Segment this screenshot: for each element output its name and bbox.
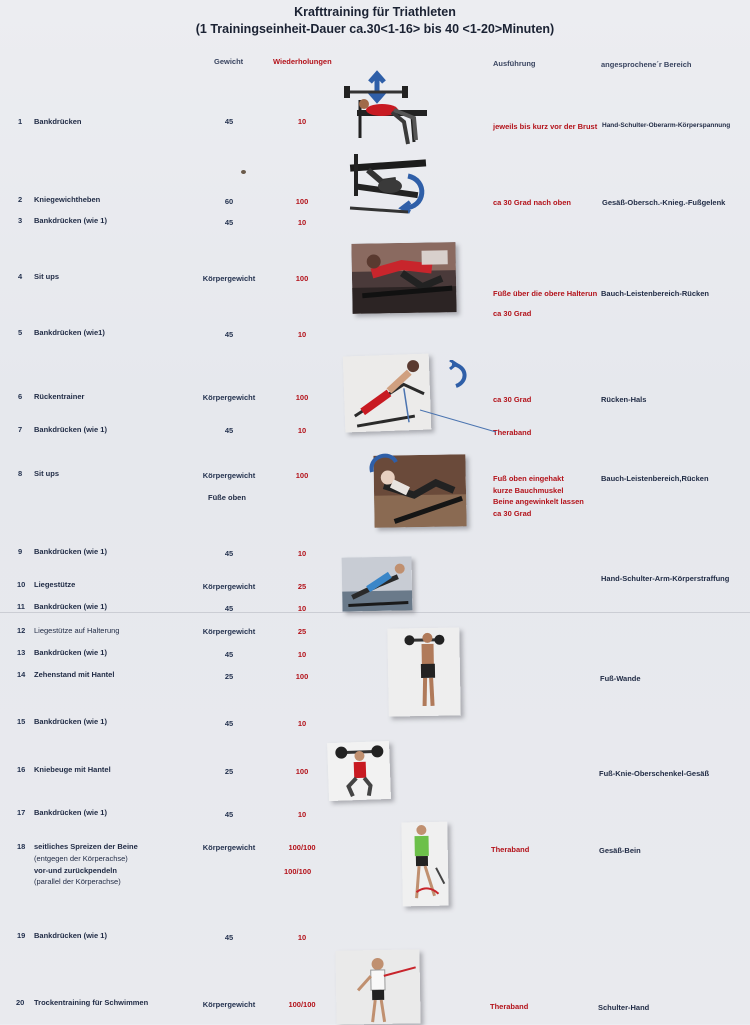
row4-execution: Füße über die obere Halterun [493, 289, 598, 298]
row-number: 18 [17, 842, 26, 851]
exercise-name: seitliches Spreizen der Beine [34, 842, 138, 851]
leg-abduction-photo [401, 822, 448, 907]
table-row [0, 670, 750, 682]
exercise-name: Bankdrücken (wie 1) [34, 717, 107, 726]
reps-cell: 10 [297, 933, 307, 942]
exercise-name: Sit ups [34, 469, 60, 478]
leg-press-figure [348, 152, 430, 214]
weight-cell: Körpergewicht [202, 627, 256, 636]
exercise-name: Bankdrücken (wie 1) [34, 648, 107, 657]
weight-cell: 45 [224, 719, 234, 728]
weight-cell: 45 [224, 933, 234, 942]
area-cell: Gesäß-Bein [599, 846, 641, 855]
weight-cell: 45 [224, 604, 234, 613]
exercise-name: Zehenstand mit Hantel [34, 670, 115, 679]
area-cell: Rücken-Hals [601, 395, 647, 404]
weight-cell: 45 [224, 330, 234, 339]
title-line-1: Krafttraining für Triathleten [294, 5, 456, 19]
exercise-name: Trockentraining für Schwimmen [34, 998, 149, 1007]
row-number: 16 [17, 765, 26, 774]
exercise-name: Bankdrücken (wie 1) [34, 216, 107, 225]
reps-cell: 100 [295, 393, 309, 402]
execution-cell: Theraband [493, 428, 532, 437]
row8-execution [493, 473, 584, 519]
reps-cell: 10 [297, 218, 307, 227]
exercise-name: Bankdrücken (wie1) [34, 328, 105, 337]
curved-arrow-icon [448, 360, 470, 390]
reps-cell: 10 [297, 117, 307, 126]
weight-cell: 60 [224, 197, 234, 206]
exercise-name: Rückentrainer [34, 392, 85, 401]
exercise-name: Kniebeuge mit Hantel [34, 765, 111, 774]
row-number: 14 [17, 670, 26, 679]
reps-cell: 100 [295, 471, 309, 480]
bench-press-figure [342, 70, 434, 154]
row18-sub-3: (parallel der Körperachse) [34, 877, 121, 886]
reps-cell: 100 [295, 197, 309, 206]
row4-area: Bauch-Leistenbereich-Rücken [601, 289, 709, 298]
weight-cell: 45 [224, 810, 234, 819]
header-execution: Ausführung [493, 59, 536, 68]
area-cell: Schulter-Hand [598, 1003, 650, 1012]
execution-cell: Theraband [491, 845, 530, 854]
row8-exec-line: Beine angewinkelt lassen [493, 497, 584, 506]
row-number: 11 [17, 602, 25, 611]
exercise-name: Bankdrücken (wie 1) [34, 602, 107, 611]
reps-cell: 10 [297, 330, 307, 339]
area-cell: Bauch-Leistenbereich,Rücken [601, 474, 709, 483]
row-number: 1 [18, 117, 23, 126]
weight-cell: 45 [224, 549, 234, 558]
row-number: 10 [17, 580, 26, 589]
circular-arrow-icon [366, 450, 400, 476]
exercise-name: Bankdrücken (wie 1) [34, 808, 107, 817]
area-cell: Fuß-Wande [600, 674, 641, 683]
row8-weight-note: Füße oben [208, 493, 246, 502]
header-area: angesprochene´r Bereich [601, 60, 692, 69]
area-cell: Hand-Schulter-Oberarm-Körperspannung [602, 122, 731, 129]
row-number: 20 [16, 998, 25, 1007]
swim-dryland-photo [335, 949, 420, 1024]
exercise-name: Kniegewichtheben [34, 195, 101, 204]
row4-execution-angle: ca 30 Grad [493, 309, 532, 318]
area-cell: Hand-Schulter-Arm-Körperstraffung [601, 574, 730, 583]
table-row [0, 842, 750, 854]
row-number: 17 [17, 808, 26, 817]
weight-cell: Körpergewicht [202, 274, 256, 283]
row8-exec-line: ca 30 Grad [493, 508, 532, 518]
exercise-name: Liegestütze auf Halterung [34, 626, 120, 635]
weight-cell: Körpergewicht [202, 843, 256, 852]
row18-sub-2: vor-und zurückpendeln [34, 866, 117, 875]
reps-cell: 10 [297, 549, 307, 558]
weight-cell: 45 [224, 117, 234, 126]
row8-exec-line: kurze Bauchmuskel [493, 485, 564, 495]
ink-dot [241, 170, 246, 174]
row-number: 9 [18, 547, 23, 556]
reps-cell: 100 [295, 672, 309, 681]
area-cell: Fuß-Knie-Oberschenkel-Gesäß [599, 769, 710, 778]
execution-cell: jeweils bis kurz vor der Brust [493, 122, 598, 131]
reps-cell: 10 [297, 650, 307, 659]
pushup-photo [342, 556, 413, 611]
execution-cell: Theraband [490, 1002, 529, 1011]
reps-cell: 10 [297, 719, 307, 728]
reps-cell: 25 [297, 627, 307, 636]
reps-cell: 10 [297, 604, 307, 613]
table-row [0, 216, 750, 228]
exercise-name: Bankdrücken (wie 1) [34, 931, 107, 940]
reps-cell: 100 [295, 274, 309, 283]
row-number: 2 [18, 195, 23, 204]
reps-cell: 100 [295, 767, 309, 776]
row8-exec-line: Fuß oben eingehakt [493, 474, 564, 483]
row-number: 3 [18, 216, 23, 225]
row18-reps-2: 100/100 [284, 867, 312, 876]
table-row [0, 648, 750, 660]
weight-cell: 25 [224, 672, 234, 681]
exercise-name: Bankdrücken [34, 117, 82, 126]
weight-cell: 25 [224, 767, 234, 776]
exercise-name: Sit ups [34, 272, 60, 281]
execution-cell: ca 30 Grad [493, 395, 532, 404]
row-number: 7 [18, 425, 23, 434]
theraband-pointer-line [418, 408, 498, 434]
reps-cell: 10 [297, 810, 307, 819]
row-number: 8 [18, 469, 23, 478]
weight-cell: 45 [224, 426, 234, 435]
row-number: 6 [18, 392, 23, 401]
header-weight: Gewicht [214, 57, 244, 66]
table-row [0, 328, 750, 340]
weight-cell: 45 [224, 218, 234, 227]
row-number: 15 [17, 717, 26, 726]
reps-cell: 100/100 [288, 843, 316, 852]
row-number: 19 [17, 931, 26, 940]
row18-sub-1: (entgegen der Körperachse) [34, 854, 128, 863]
reps-cell: 25 [297, 582, 307, 591]
table-row [0, 626, 750, 638]
row-number: 4 [18, 272, 23, 281]
weight-cell: Körpergewicht [202, 582, 256, 591]
situp-photo [351, 242, 456, 314]
squat-photo [327, 741, 391, 801]
table-row [0, 931, 750, 943]
table-row [0, 808, 750, 820]
row-number: 13 [17, 648, 26, 657]
execution-cell: ca 30 Grad nach oben [493, 198, 571, 207]
row-number: 12 [17, 626, 26, 635]
exercise-name: Bankdrücken (wie 1) [34, 425, 107, 434]
weight-cell: Körpergewicht [202, 393, 256, 402]
exercise-name: Liegestütze [34, 580, 76, 589]
weight-cell: 45 [224, 650, 234, 659]
weight-cell: Körpergewicht [202, 471, 256, 480]
title-line-2: (1 Trainingseinheit-Dauer ca.30<1-16> bis 40 <1-20>Minuten) [195, 22, 555, 36]
row-number: 5 [18, 328, 23, 337]
weight-cell: Körpergewicht [202, 1000, 256, 1009]
reps-cell: 10 [297, 426, 307, 435]
calf-raise-photo [387, 627, 461, 716]
area-cell: Gesäß-Obersch.-Knieg.-Fußgelenk [602, 198, 726, 207]
header-reps: Wiederholungen [273, 57, 332, 66]
table-row [0, 717, 750, 729]
exercise-name: Bankdrücken (wie 1) [34, 547, 107, 556]
reps-cell: 100/100 [288, 1000, 316, 1009]
